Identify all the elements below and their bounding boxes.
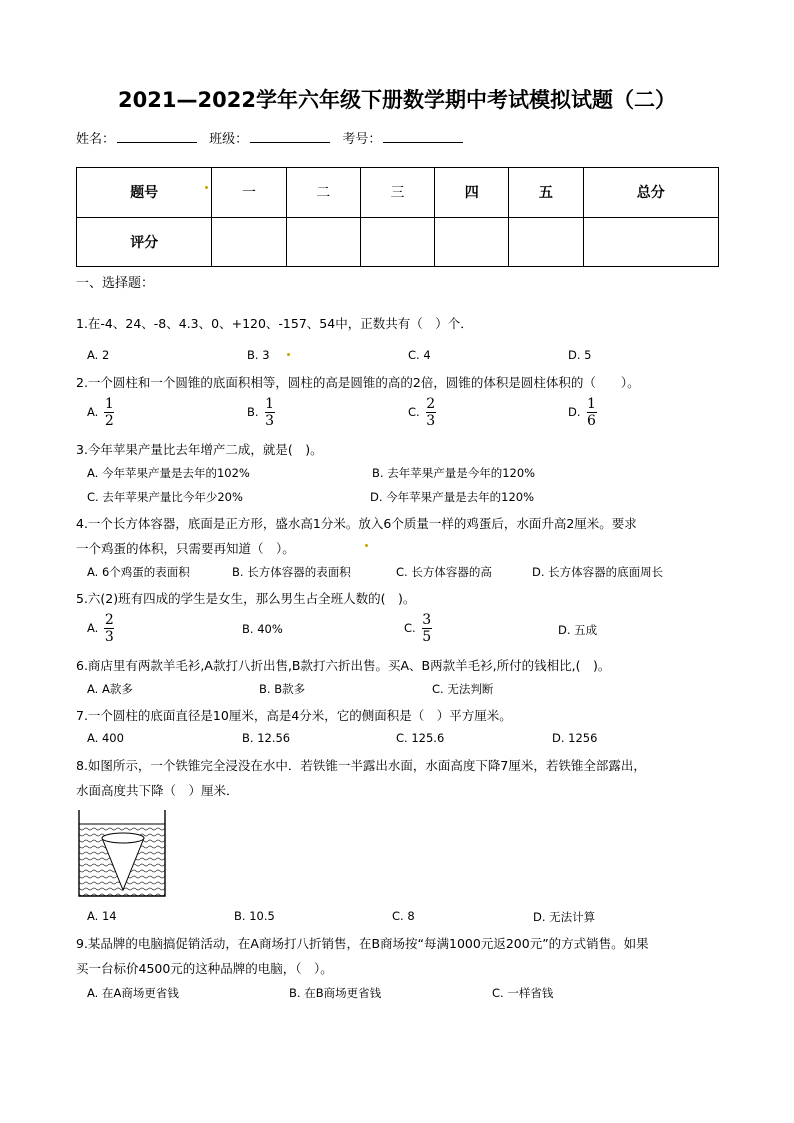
numerator: 2 — [104, 612, 114, 628]
option-d: D. 长方体容器的底面周长 — [532, 565, 664, 579]
option-label: D. — [568, 405, 581, 419]
option-b: B. 10.5 — [234, 909, 275, 923]
question-1: 1.在-4、24、-8、4.3、0、+120、-157、54中，正数共有（ ）个． — [76, 316, 473, 331]
score-header-row — [77, 168, 719, 218]
score-header-cell: 题号 — [77, 168, 212, 218]
numerator: 1 — [104, 396, 114, 412]
option-label: B. — [247, 405, 259, 419]
option-d: D. 1256 — [552, 731, 598, 745]
question-8: 8.如图所示，一个铁锥完全浸没在水中．若铁锥一半露出水面，水面高度下降7厘米，若铁锥全部露出， — [76, 758, 646, 773]
option-a: A. A款多 — [87, 682, 133, 696]
denominator: 6 — [587, 413, 596, 429]
scan-speck — [287, 353, 290, 356]
cone-base — [102, 833, 144, 843]
option-c — [408, 396, 436, 429]
option-c: C. 125.6 — [396, 731, 445, 745]
denominator: 3 — [265, 413, 274, 429]
denominator: 2 — [104, 413, 114, 429]
option-label: A. — [87, 405, 99, 419]
student-info — [76, 128, 471, 147]
class-blank — [250, 130, 330, 143]
class-label: 班级： — [209, 132, 249, 147]
scan-speck — [365, 544, 368, 547]
question-9-continued: 买一台标价4500元的这种品牌的电脑，（ ）。 — [76, 961, 333, 976]
score-cell — [583, 217, 718, 267]
option-b: B. 长方体容器的表面积 — [232, 565, 351, 579]
denominator: 3 — [104, 629, 114, 645]
option-d: D. 五成 — [558, 623, 598, 637]
water-cone-figure — [76, 808, 168, 898]
score-cell — [360, 217, 434, 267]
name-label: 姓名： — [76, 132, 116, 147]
question-4: 4.一个长方体容器，底面是正方形，盛水高1分米。放入6个质量一样的鸡蛋后，水面升高2厘米。要求 — [76, 516, 637, 531]
option-c: C. 4 — [408, 348, 431, 362]
option-a: A. 400 — [87, 731, 124, 745]
fraction — [104, 396, 114, 429]
numerator: 1 — [587, 396, 596, 412]
score-header-cell: 四 — [435, 168, 509, 218]
fraction — [587, 396, 597, 429]
option-c: C. 8 — [392, 909, 415, 923]
question-6: 6.商店里有两款羊毛衫,A款打八折出售,B款打六折出售。买A、B两款羊毛衫,所付的钱相比,( )。 — [76, 658, 611, 673]
option-a: A. 在A商场更省钱 — [87, 986, 179, 1000]
denominator: 5 — [422, 629, 432, 645]
score-cell — [212, 217, 286, 267]
score-header-cell: 一 — [212, 168, 286, 218]
score-header-cell: 二 — [286, 168, 360, 218]
numerator: 1 — [265, 396, 274, 412]
score-table — [76, 167, 719, 267]
score-cell — [509, 217, 583, 267]
exam-no-label: 考号： — [342, 132, 382, 147]
option-c: C. 无法判断 — [432, 682, 494, 696]
numerator: 2 — [426, 396, 436, 412]
option-c: C. 去年苹果产量比今年少20% — [87, 490, 243, 504]
option-c — [404, 612, 432, 645]
exam-no-blank — [383, 130, 463, 143]
option-b: B. 40% — [242, 622, 283, 636]
score-header-cell: 总分 — [583, 168, 718, 218]
option-label: C. — [404, 621, 416, 635]
page-title: 2021—2022学年六年级下册数学期中考试模拟试题（二） — [118, 88, 676, 112]
question-7: 7.一个圆柱的底面直径是10厘米，高是4分米，它的侧面积是（ ）平方厘米。 — [76, 708, 512, 723]
score-cell — [286, 217, 360, 267]
option-d: D. 5 — [568, 348, 592, 362]
fraction — [426, 396, 436, 429]
option-d: D. 无法计算 — [533, 910, 596, 924]
option-b — [247, 396, 275, 429]
scan-speck — [205, 186, 208, 189]
question-2: 2.一个圆柱和一个圆锥的底面积相等，圆柱的高是圆锥的高的2倍，圆锥的体积是圆柱体积的（ ）。 — [76, 375, 640, 390]
numerator: 3 — [422, 612, 432, 628]
question-5: 5.六(2)班有四成的学生是女生，那么男生占全班人数的( )。 — [76, 591, 416, 606]
option-b: B. 去年苹果产量是今年的120% — [372, 466, 536, 480]
option-d: D. 今年苹果产量是去年的120% — [370, 490, 535, 504]
score-cell — [435, 217, 509, 267]
option-d — [568, 396, 597, 429]
question-4-continued: 一个鸡蛋的体积，只需要再知道（ ）。 — [76, 541, 295, 556]
question-3: 3.今年苹果产量比去年增产二成，就是( )。 — [76, 442, 323, 457]
score-header-cell: 三 — [360, 168, 434, 218]
option-a: A. 今年苹果产量是去年的102% — [87, 466, 250, 480]
score-value-row — [77, 217, 719, 267]
section-heading: 一、选择题： — [76, 276, 155, 291]
option-a — [87, 396, 114, 429]
option-c: C. 一样省钱 — [492, 986, 554, 1000]
question-9: 9.某品牌的电脑搞促销活动，在A商场打八折销售，在B商场按“每满1000元返200元”的方式销售。如果 — [76, 936, 649, 951]
score-row-label: 评分 — [77, 217, 212, 267]
fraction — [422, 612, 432, 645]
option-a: A. 2 — [87, 348, 110, 362]
score-header-cell: 五 — [509, 168, 583, 218]
option-b: B. 12.56 — [242, 731, 291, 745]
option-b: B. B款多 — [259, 682, 306, 696]
option-b: B. 3 — [247, 348, 270, 362]
question-8-continued: 水面高度共下降（ ）厘米． — [76, 783, 239, 798]
option-a — [87, 612, 114, 645]
fraction — [265, 396, 275, 429]
fraction — [104, 612, 114, 645]
option-b: B. 在B商场更省钱 — [289, 986, 382, 1000]
option-a: A. 14 — [87, 909, 117, 923]
option-a: A. 6个鸡蛋的表面积 — [87, 565, 190, 579]
denominator: 3 — [426, 413, 436, 429]
option-label: C. — [408, 405, 420, 419]
name-blank — [117, 130, 197, 143]
option-label: A. — [87, 621, 99, 635]
option-c: C. 长方体容器的高 — [396, 565, 492, 579]
